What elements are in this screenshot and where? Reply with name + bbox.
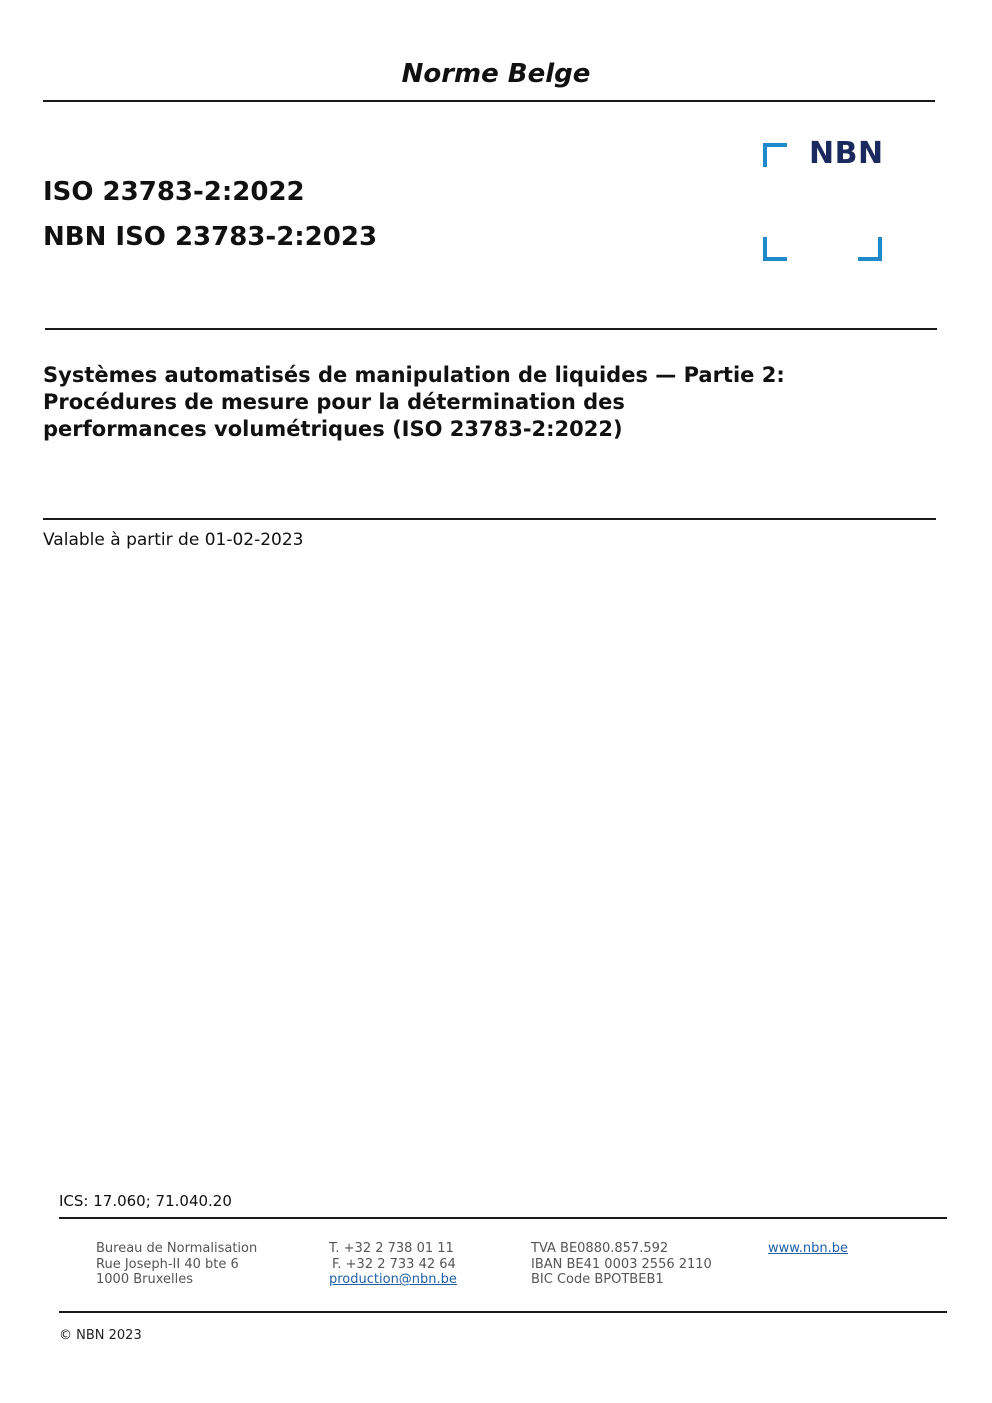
footer-contact xyxy=(329,1241,457,1288)
logo-corner-bottom-left xyxy=(763,237,787,261)
vat-number: TVA BE0880.857.592 xyxy=(531,1241,669,1256)
logo-corner-top-left xyxy=(763,143,787,167)
header-title: Norme Belge xyxy=(401,59,591,89)
website-link[interactable]: www.nbn.be xyxy=(768,1241,848,1256)
phone-number: T. +32 2 738 01 11 xyxy=(329,1241,454,1256)
document-title-line: Systèmes automatisés de manipulation de liquides — Partie 2: xyxy=(43,363,785,387)
nbn-standard-number: NBN ISO 23783-2:2023 xyxy=(43,222,378,252)
address-line: Rue Joseph-II 40 bte 6 xyxy=(96,1256,239,1272)
title-top-divider xyxy=(45,328,937,330)
footer-bottom-divider xyxy=(59,1311,947,1313)
logo-text: NBN xyxy=(809,136,884,171)
address-line: Bureau de Normalisation xyxy=(96,1241,258,1256)
copyright-notice: © NBN 2023 xyxy=(59,1328,142,1343)
iban: IBAN BE41 0003 2556 2110 xyxy=(531,1256,712,1272)
logo-corner-bottom-right xyxy=(858,237,882,261)
document-title xyxy=(43,362,923,443)
bic-code: BIC Code BPOTBEB1 xyxy=(531,1272,664,1287)
valid-from-date: Valable à partir de 01-02-2023 xyxy=(43,530,304,550)
footer-website xyxy=(768,1241,848,1257)
document-title-line: Procédures de mesure pour la détermination des xyxy=(43,390,625,414)
footer-top-divider xyxy=(59,1217,947,1219)
footer-bank-details xyxy=(531,1241,712,1288)
header-divider xyxy=(43,100,935,102)
footer-address xyxy=(96,1241,257,1288)
title-bottom-divider xyxy=(43,518,936,520)
fax-number: F. +32 2 733 42 64 xyxy=(332,1256,456,1272)
address-line: 1000 Bruxelles xyxy=(96,1272,194,1287)
ics-codes: ICS: 17.060; 71.040.20 xyxy=(59,1192,232,1210)
document-title-line: performances volumétriques (ISO 23783-2:2022) xyxy=(43,417,623,441)
iso-standard-number: ISO 23783-2:2022 xyxy=(43,177,305,207)
email-link[interactable]: production@nbn.be xyxy=(329,1272,457,1287)
